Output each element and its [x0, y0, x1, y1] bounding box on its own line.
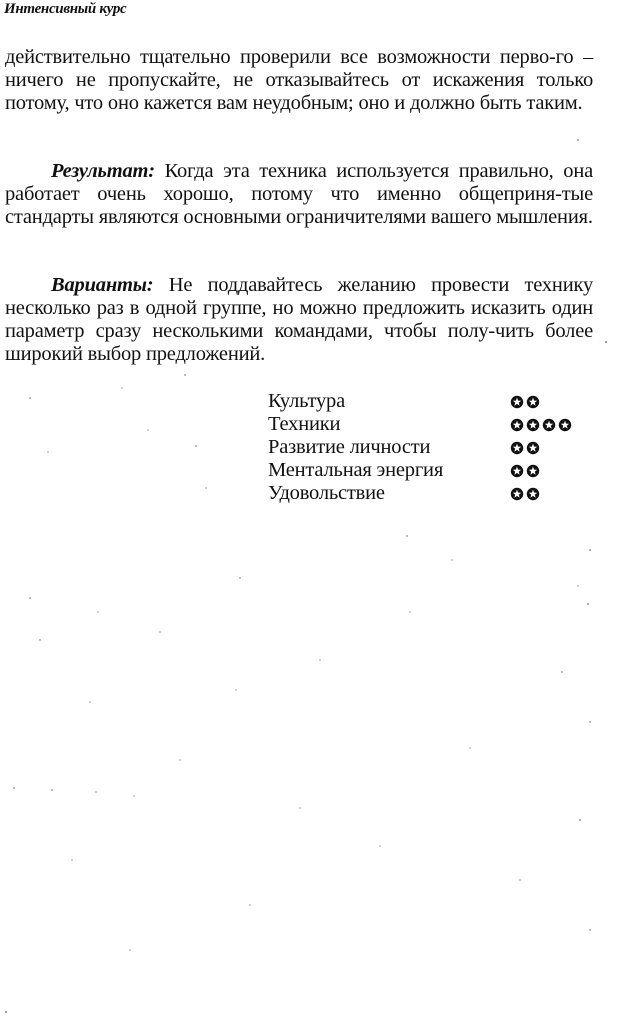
paragraph-result [5, 160, 593, 229]
rating-row [268, 436, 598, 459]
rating-table [268, 390, 598, 505]
rating-stars [510, 418, 572, 432]
rating-label: Техники [268, 413, 341, 435]
star-circle-icon [510, 464, 524, 478]
star-circle-icon [526, 395, 540, 409]
rating-row [268, 390, 598, 413]
rating-label: Культура [268, 390, 345, 412]
running-header: Интенсивный курс [4, 1, 127, 17]
rating-row [268, 482, 598, 505]
paragraph-continuation [5, 46, 593, 115]
star-circle-icon [510, 395, 524, 409]
rating-label: Удовольствие [268, 482, 385, 504]
paragraph-lead: Результат: [51, 160, 155, 182]
rating-stars [510, 487, 540, 501]
paragraph-text: Не поддавайтесь желанию провести технику несколько раз в одной группе, но можно предложить исказить один параметр сразу несколькими командами, чтобы полу-чить более широкий выбор предложений. [5, 274, 593, 365]
star-circle-icon [526, 441, 540, 455]
rating-stars [510, 395, 540, 409]
star-circle-icon [526, 487, 540, 501]
star-circle-icon [526, 418, 540, 432]
paragraph-variants [5, 274, 593, 366]
paragraph-text: Когда эта техника используется правильно, она работает очень хорошо, потому что именно общеприня-тые стандарты являются основными ограничителями вашего мышления. [5, 160, 593, 228]
star-circle-icon [510, 487, 524, 501]
star-circle-icon [510, 418, 524, 432]
rating-row [268, 413, 598, 436]
paragraph-lead: Варианты: [51, 274, 154, 296]
paragraph-text: действительно тщательно проверили все возможности перво-го – ничего не пропускайте, не отказывайтесь от искажения только потому, что оно кажется вам неудобным; оно и должно быть таким. [5, 46, 593, 114]
rating-label: Ментальная энергия [268, 459, 444, 481]
rating-stars [510, 441, 540, 455]
rating-label: Развитие личности [268, 436, 431, 458]
star-circle-icon [526, 464, 540, 478]
rating-stars [510, 464, 540, 478]
star-circle-icon [558, 418, 572, 432]
star-circle-icon [510, 441, 524, 455]
star-circle-icon [542, 418, 556, 432]
rating-row [268, 459, 598, 482]
